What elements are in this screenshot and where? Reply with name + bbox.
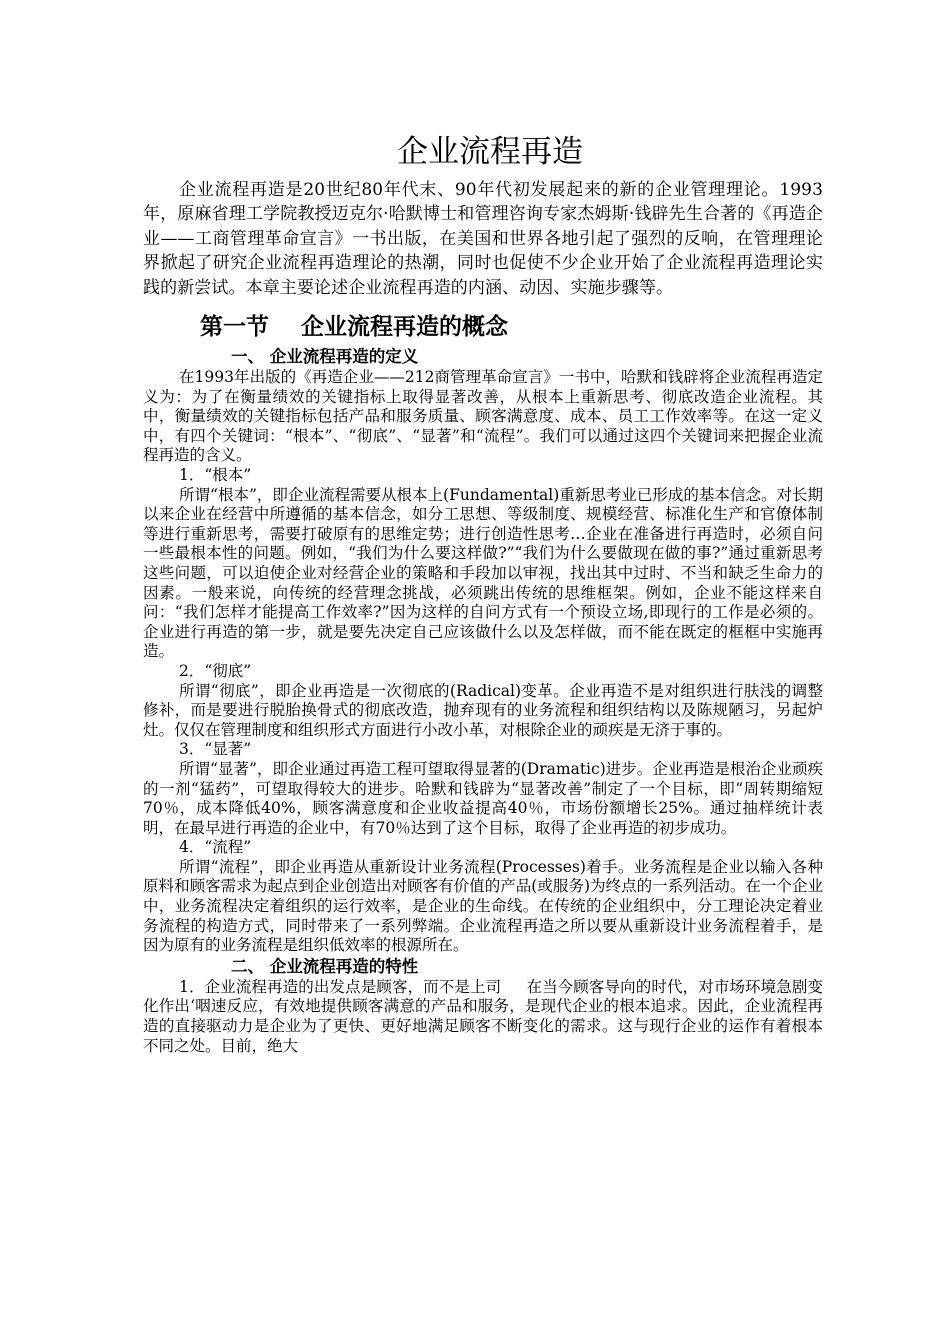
intro-section <box>143 178 823 300</box>
subsection-title-characteristics: 二、 企业流程再造的特性 <box>231 956 419 976</box>
item-heading-process: 4．“流程” <box>179 838 252 857</box>
characteristics-paragraph: 1．企业流程再造的出发点是顾客，而不是上司 在当今顾客导向的时代，对市场环境急剧变化作出‘咽速反应，有效地提供顾客满意的产品和服务，是现代企业的根本追求。因此，企业流程再造的直接驱动力是企业为了更快、更好地满足顾客不断变化的需求。这与现行企业的运作有着根本不同之处。目前，绝大 <box>143 977 823 1055</box>
item-heading-dramatic: 3．“显著” <box>179 740 252 759</box>
item-heading-radical: 2．“彻底” <box>179 661 252 680</box>
intro-paragraph: 企业流程再造是20世纪80年代末、90年代初发展起来的新的企业管理理论。1993年，原麻省理工学院教授迈克尔·哈默博士和管理咨询专家杰姆斯·钱辟先生合著的《再造企业——工商管理革命宣言》一书出版，在美国和世界各地引起了强烈的反响，在管理理论界掀起了研究企业流程再造理论的热潮，同时也促使不少企业开始了企业流程再造理论实践的新尝试。本章主要论述企业流程再造的内涵、动因、实施步骤等。 <box>143 180 823 298</box>
item-text-radical: 所谓“彻底”，即企业再造是一次彻底的(Radical)变革。企业再造不是对组织进行肤浅的调整修补，而是要进行脱胎换骨式的彻底改造，抛弃现有的业务流程和组织结构以及陈规陋习，另起炉灶。仅仅在管理制度和组织形式方面进行小改小革，对根除企业的顽疾是无济于事的。 <box>143 681 823 739</box>
item-heading-fundamental: 1．“根本” <box>179 466 252 484</box>
document-page <box>143 130 823 1056</box>
item-text-dramatic: 所谓“显著”，即企业通过再造工程可望取得显著的(Dramatic)进步。企业再造是根治企业顽疾的一剂“猛药”，可望取得较大的进步。哈默和钱辟为“显著改善”制定了一个目标，即“周转期缩短70％，成本降低40%，顾客满意度和企业收益提高40％，市场份额增长25%。通过抽样统计表明，在最早进行再造的企业中，有70％达到了这个目标，取得了企业再造的初步成功。 <box>143 759 823 837</box>
section-title: 第一节 企业流程再造的概念 <box>200 314 509 341</box>
item-text-process: 所谓“流程”，即企业再造从重新设计业务流程(Processes)着手。业务流程是企业以输入各种原料和顾客需求为起点到企业创造出对顾客有价值的产品(或服务)为终点的一系列活动。在一个企业中，业务流程决定着组织的运行效率，是企业的生命线。在传统的企业组织中，分工理论决定着业务流程的构造方式，同时带来了一系列弊端。企业流程再造之所以要从重新设计业务流程着手，是因为原有的业务流程是组织低效率的根源所在。 <box>143 857 823 955</box>
item-text-fundamental: 所谓“根本”，即企业流程需要从根本上(Fundamental)重新思考业已形成的基本信念。对长期以来企业在经营中所遵循的基本信念，如分工思想、等级制度、规模经营、标准化生产和官僚体制等进行重新思考，需要打破原有的思维定势；进行创造性思考…企业在准备进行再造时，必须自问一些最根本性的问题。例如，“我们为什么要这样做?”“我们为什么要做现在做的事?”通过重新思考这些问题，可以迫使企业对经营企业的策略和手段加以审视，找出其中过时、不当和缺乏生命力的因素。一般来说，向传统的经营理念挑战，必须跳出传统的思维框架。例如，企业不能这样来自问：“我们怎样才能提高工作效率?”因为这样的自问方式有一个预设立场,即现行的工作是必须的。企业进行再造的第一步，就是要先决定自己应该做什么以及怎样做，而不能在既定的框框中实施再造。 <box>143 485 823 661</box>
definition-body <box>143 368 823 956</box>
definition-paragraph: 在1993年出版的《再造企业——212商管理革命宣言》一书中，哈默和钱辟将企业流程再造定义为：为了在衡量绩效的关键指标上取得显著改善，从根本上重新思考、彻底改造企业流程。其中，衡量绩效的关键指标包括产品和服务质量、顾客满意度、成本、员工工作效率等。在这一定义中，有四个关键词：“根本”、“彻底”、“显著”和“流程”。我们可以通过这四个关键词来把握企业流程再造的含义。 <box>143 368 823 465</box>
characteristics-body <box>143 978 823 1056</box>
subsection-title-definition: 一、 企业流程再造的定义 <box>231 347 419 367</box>
document-title: 企业流程再造 <box>397 134 583 170</box>
